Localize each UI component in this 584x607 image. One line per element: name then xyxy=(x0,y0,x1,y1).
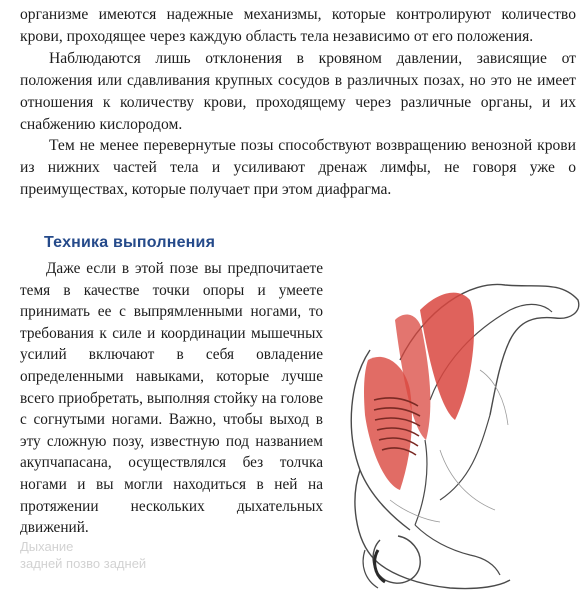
section-heading: Техника выполнения xyxy=(44,234,216,251)
faded-footer-text xyxy=(20,538,350,607)
intro-text xyxy=(20,4,576,201)
intro-paragraph: Тем не менее перевернутые позы способствуют возвращению венозной крови из нижних частей тела и усиливают дренаж лимфы, не говоря уже о преимуществах, которые получает при этом диафрагма. xyxy=(20,137,576,199)
intro-paragraph: Наблюдаются лишь отклонения в кровяном давлении, зависящие от положения или сдавливания крупных сосудов в различных позах, но это не имеет отношения к количеству крови, проходящему через различные органы, и их снабжению кислородом. xyxy=(20,49,576,133)
arm-outline xyxy=(355,470,510,589)
anatomy-illustration xyxy=(330,250,584,607)
faded-row: задней позво задней xyxy=(20,556,147,571)
abdominal-muscle xyxy=(364,357,412,490)
thigh-outline xyxy=(440,415,490,500)
hair xyxy=(375,550,385,582)
torso-outline xyxy=(415,440,427,525)
intro-paragraph: организме имеются надежные механизмы, которые контролируют количество крови, проходящее через каждую область тела независимо от его положения. xyxy=(20,6,576,45)
arm-outline xyxy=(415,525,500,575)
faded-row: Дыхание xyxy=(20,539,74,554)
section-paragraph: Даже если в этой позе вы предпочитаете темя в качестве точки опоры и умеете принимать ее с выпрямленными ногами, то требования к силе и координации мышечных усилий включают в себя овладение определенными навыками, которые лучше всего приобретать, выполняя стойку на голове с согнутыми ногами. Важно, чтобы выход в эту сложную позу, известную под названием акупчапасана, осуществлялся без толчка ногами и вы могли находиться в ней на протяжении нескольких дыхательных движений. xyxy=(20,260,323,537)
section-body xyxy=(20,258,323,539)
